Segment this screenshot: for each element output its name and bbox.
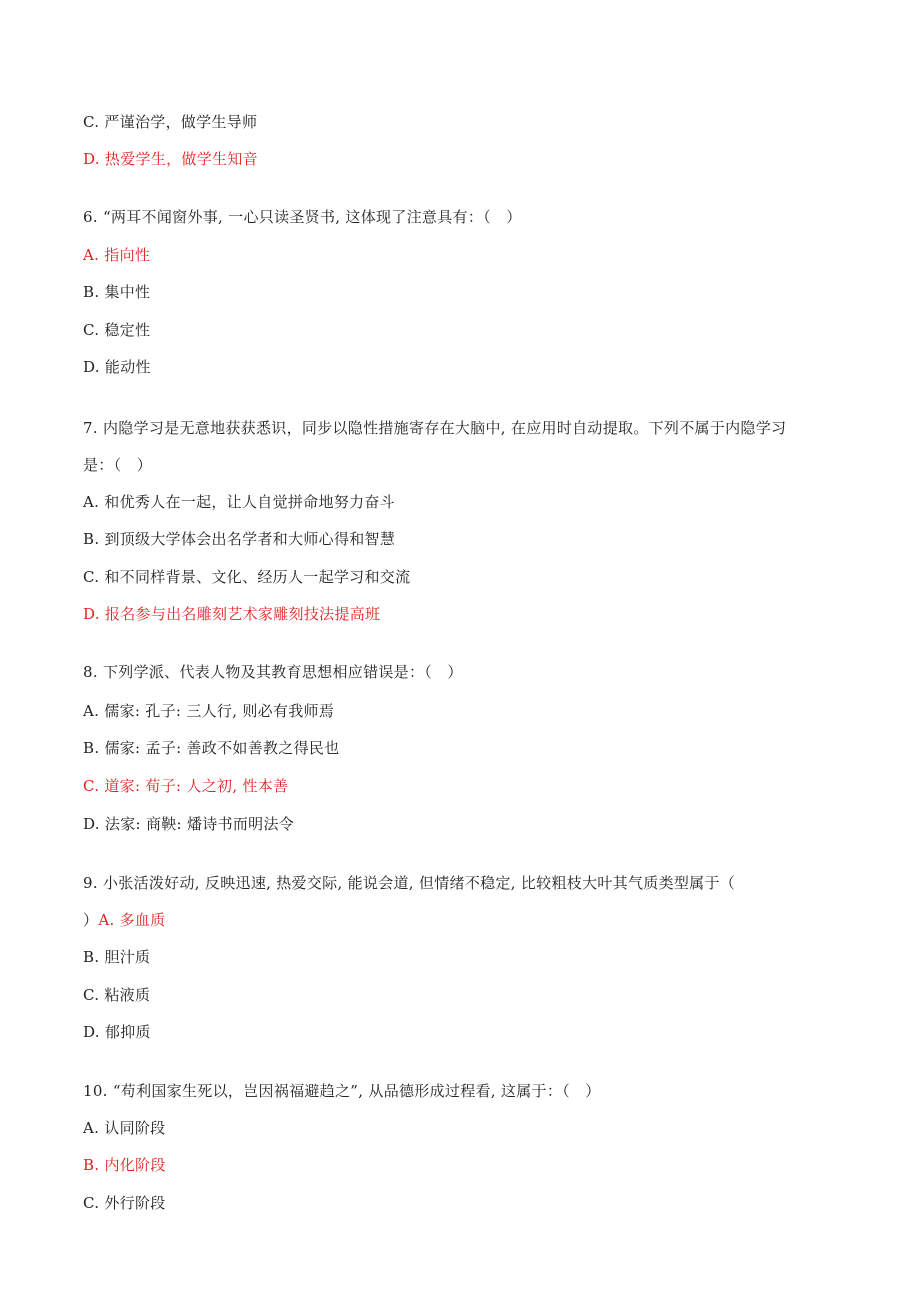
q10-question: 10. “苟利国家生死以，岂因祸福避趋之”, 从品德形成过程看, 这属于：（ ） [83, 1082, 601, 1100]
q8-option-c-answer: C. 道家: 荀子: 人之初, 性本善 [83, 777, 289, 795]
q9-question-line2-prefix: ） [83, 911, 99, 929]
q7-option-a: A. 和优秀人在一起，让人自觉拼命地努力奋斗 [83, 493, 395, 511]
q7-option-b: B. 到顶级大学体会出名学者和大师心得和智慧 [83, 530, 396, 548]
q9-option-d: D. 郁抑质 [83, 1023, 151, 1041]
q5-option-d-answer: D. 热爱学生，做学生知音 [83, 150, 258, 168]
q9-option-a-answer: A. 多血质 [98, 911, 166, 929]
q7-option-c: C. 和不同样背景、文化、经历人一起学习和交流 [83, 568, 411, 586]
q6-option-d: D. 能动性 [83, 358, 151, 376]
q6-option-c: C. 稳定性 [83, 321, 151, 339]
q7-question-line2: 是：（ ） [83, 456, 153, 474]
q9-option-b: B. 胆汁质 [83, 948, 151, 966]
q6-option-a-answer: A. 指向性 [83, 246, 151, 264]
q8-option-b: B. 儒家: 孟子: 善政不如善教之得民也 [83, 739, 340, 757]
q6-option-b: B. 集中性 [83, 283, 151, 301]
q9-question-line1: 9. 小张活泼好动, 反映迅速, 热爱交际, 能说会道, 但情绪不稳定, 比较粗枝大叶其气质类型属于（ [83, 874, 736, 892]
q8-option-a: A. 儒家: 孔子: 三人行, 则必有我师焉 [83, 702, 335, 720]
q10-option-a: A. 认同阶段 [83, 1119, 166, 1137]
q10-option-b-answer: B. 内化阶段 [83, 1156, 166, 1174]
q7-question-line1: 7. 内隐学习是无意地获获悉识，同步以隐性措施寄存在大脑中, 在应用时自动提取。下列不属于内隐学习 [83, 419, 787, 437]
q10-option-c: C. 外行阶段 [83, 1194, 166, 1212]
q8-question: 8. 下列学派、代表人物及其教育思想相应错误是：（ ） [83, 663, 463, 681]
q9-question-line2 [83, 910, 165, 930]
q6-question: 6. “两耳不闻窗外事, 一心只读圣贤书, 这体现了注意具有：（ ） [83, 208, 522, 226]
q9-option-c: C. 粘液质 [83, 986, 151, 1004]
q8-option-d: D. 法家: 商鞅: 燔诗书而明法令 [83, 815, 295, 833]
q5-option-c: C. 严谨治学，做学生导师 [83, 113, 258, 131]
q7-option-d-answer: D. 报名参与出名雕刻艺术家雕刻技法提高班 [83, 605, 381, 623]
